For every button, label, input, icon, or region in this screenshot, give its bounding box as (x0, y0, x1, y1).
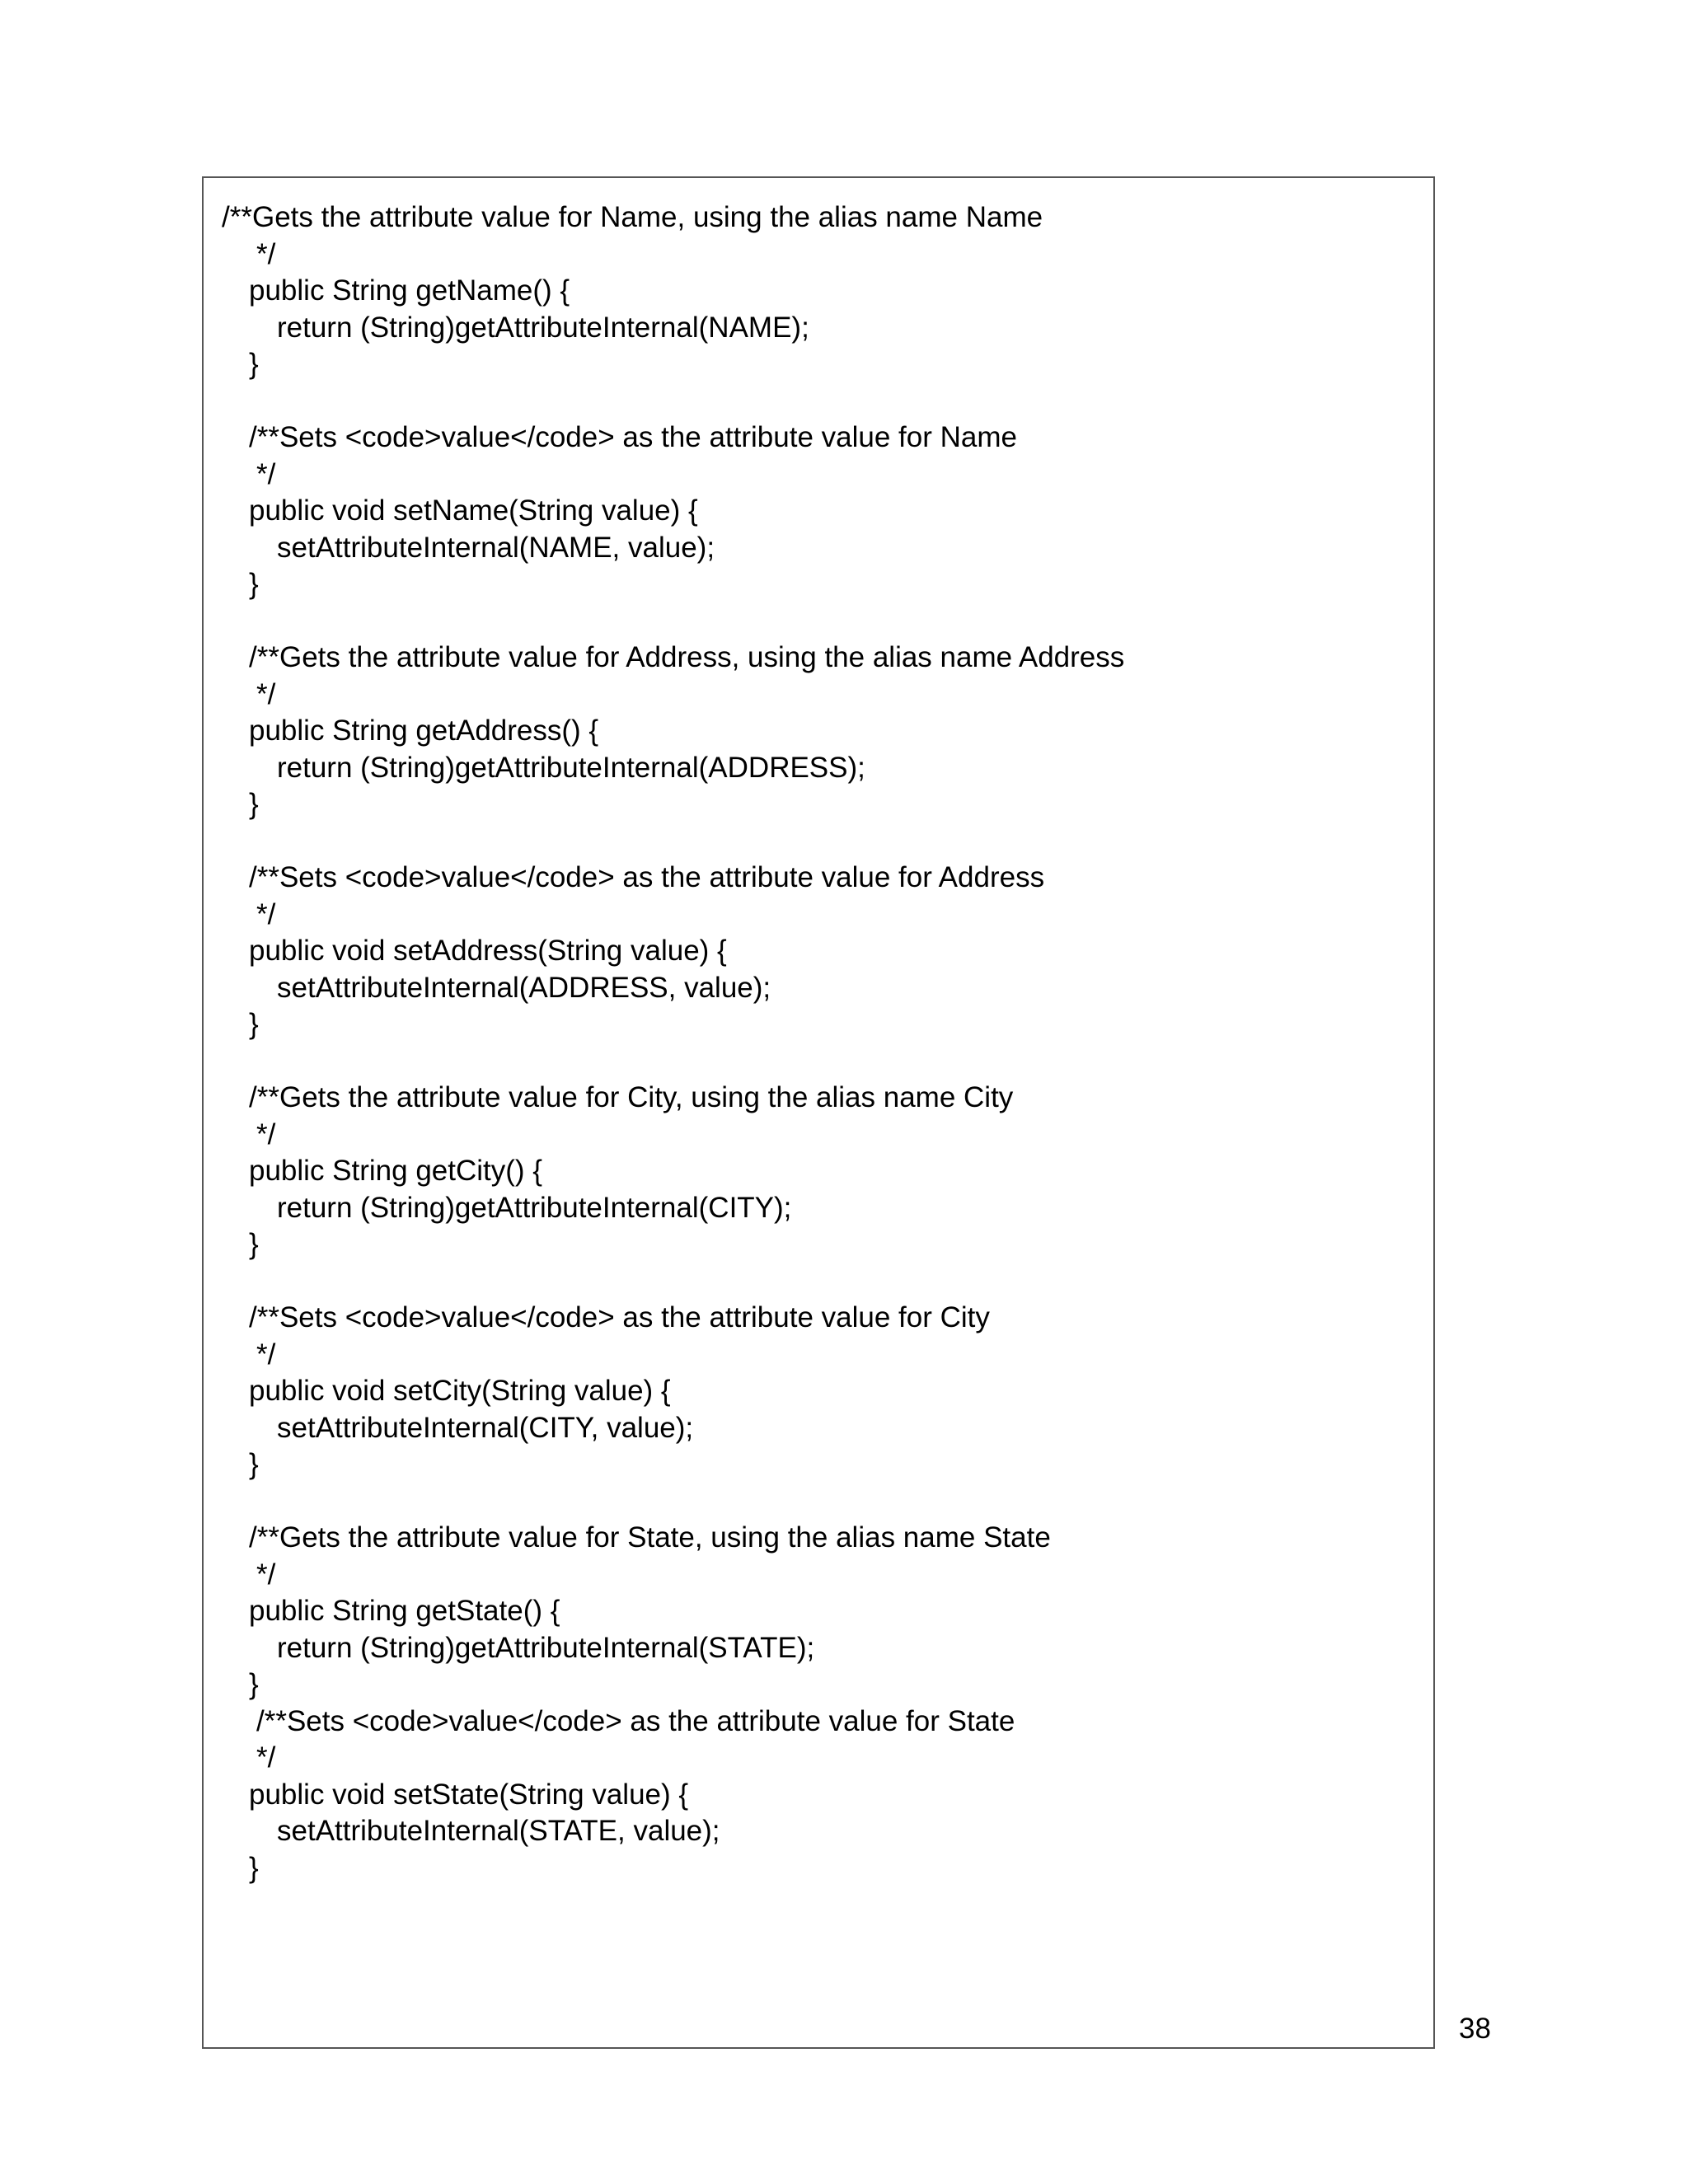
code-line: return (String)getAttributeInternal(CITY); (277, 1191, 792, 1224)
code-lines (204, 178, 1433, 2047)
code-line: return (String)getAttributeInternal(STATE); (277, 1631, 815, 1664)
code-line: setAttributeInternal(ADDRESS, value); (277, 971, 771, 1004)
code-line: public String getAddress() { (249, 715, 599, 747)
code-line: public String getState() { (249, 1595, 560, 1627)
code-line: */ (256, 1558, 276, 1591)
code-line: */ (256, 677, 276, 710)
code-line: } (249, 1851, 259, 1884)
code-line: public void setState(String value) { (249, 1778, 689, 1811)
code-line: /**Gets the attribute value for Name, using the alias name Name (222, 201, 1043, 233)
code-line: public String getName() { (249, 274, 570, 307)
code-line: public void setName(String value) { (249, 494, 698, 527)
code-line: return (String)getAttributeInternal(NAME); (277, 311, 809, 344)
code-line: /**Sets <code>value</code> as the attribute value for Address (249, 861, 1045, 893)
code-line: */ (256, 1338, 276, 1371)
code-line: } (249, 1668, 259, 1700)
code-line: } (249, 1008, 259, 1040)
code-line: public void setCity(String value) { (249, 1375, 671, 1407)
code-line: */ (256, 898, 276, 930)
code-line: /**Sets <code>value</code> as the attribute value for City (249, 1301, 990, 1333)
code-line: public void setAddress(String value) { (249, 935, 727, 967)
code-line: */ (256, 1118, 276, 1151)
code-line: */ (256, 237, 276, 270)
code-line: } (249, 348, 259, 380)
code-line: setAttributeInternal(NAME, value); (277, 531, 715, 564)
code-line: /**Sets <code>value</code> as the attribute value for Name (249, 421, 1017, 453)
code-line: */ (256, 457, 276, 490)
code-line: /**Gets the attribute value for State, using the alias name State (249, 1521, 1051, 1554)
code-line: */ (256, 1741, 276, 1774)
code-line: return (String)getAttributeInternal(ADDRESS); (277, 751, 865, 784)
code-line: /**Gets the attribute value for City, using the alias name City (249, 1081, 1014, 1113)
code-listing-box (202, 176, 1435, 2049)
code-line: /**Sets <code>value</code> as the attribute value for State (256, 1704, 1015, 1737)
code-line: setAttributeInternal(STATE, value); (277, 1815, 720, 1847)
code-line: setAttributeInternal(CITY, value); (277, 1411, 694, 1444)
code-line: /**Gets the attribute value for Address, using the alias name Address (249, 641, 1125, 673)
code-line: } (249, 1448, 259, 1480)
code-line: } (249, 788, 259, 820)
code-line: } (249, 1228, 259, 1260)
page-number: 38 (1459, 2013, 1491, 2045)
code-line: } (249, 568, 259, 600)
code-line: public String getCity() { (249, 1155, 542, 1187)
